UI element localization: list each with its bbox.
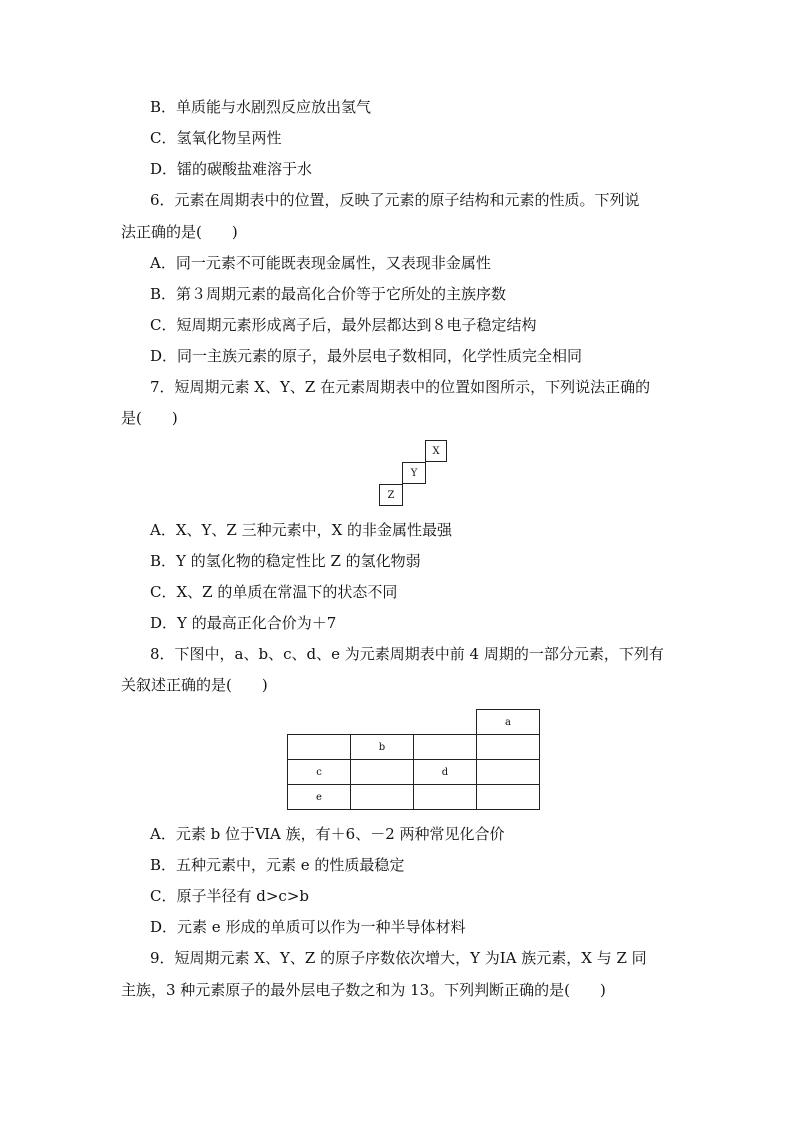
q7-option-d: D．Y 的最高正化合价为＋7 bbox=[150, 614, 337, 632]
q6-option-a: A．同一元素不可能既表现金属性，又表现非金属性 bbox=[150, 254, 491, 272]
q9-stem-line2: 主族，3 种元素原子的最外层电子数之和为 13。下列判断正确的是( ) bbox=[121, 981, 606, 999]
cell-d: d bbox=[414, 760, 477, 785]
cell-b: b bbox=[351, 735, 414, 760]
q7-stem-line2: 是( ) bbox=[121, 409, 178, 427]
cell-y: Y bbox=[402, 462, 426, 484]
q8-periodic-table-fragment bbox=[287, 709, 540, 810]
q7-stem-line1: 7．短周期元素 X、Y、Z 在元素周期表中的位置如图所示，下列说法正确的 bbox=[150, 378, 651, 396]
cell-c: c bbox=[288, 760, 351, 785]
q5-option-d: D．镭的碳酸盐难溶于水 bbox=[150, 160, 313, 178]
q9-stem-line1: 9．短周期元素 X、Y、Z 的原子序数依次增大，Y 为ⅠA 族元素，X 与 Z 同 bbox=[150, 949, 647, 967]
q6-option-b: B．第３周期元素的最高化合价等于它所处的主族序数 bbox=[150, 285, 507, 303]
q5-option-c: C．氢氧化物呈两性 bbox=[150, 129, 282, 147]
q8-stem-line1: 8．下图中，a、b、c、d、e 为元素周期表中前 4 周期的一部分元素，下列有 bbox=[150, 645, 664, 663]
q8-option-b: B．五种元素中，元素 e 的性质最稳定 bbox=[150, 856, 405, 874]
q7-option-c: C．X、Z 的单质在常温下的状态不同 bbox=[150, 583, 398, 601]
q8-option-d: D．元素 e 形成的单质可以作为一种半导体材料 bbox=[150, 918, 466, 936]
q5-option-b: B．单质能与水剧烈反应放出氢气 bbox=[150, 98, 372, 116]
q8-option-c: C．原子半径有 d>c>b bbox=[150, 887, 309, 905]
q8-option-a: A．元素 b 位于ⅥA 族，有＋6、－2 两种常见化合价 bbox=[150, 825, 505, 843]
q6-stem-line1: 6．元素在周期表中的位置，反映了元素的原子结构和元素的性质。下列说 bbox=[150, 191, 640, 209]
q7-option-b: B．Y 的氢化物的稳定性比 Z 的氢化物弱 bbox=[150, 552, 421, 570]
q6-stem-line2: 法正确的是( ) bbox=[121, 223, 238, 241]
cell-e: e bbox=[288, 785, 351, 810]
q6-option-c: C．短周期元素形成离子后，最外层都达到８电子稳定结构 bbox=[150, 316, 537, 334]
cell-x: X bbox=[425, 440, 447, 462]
cell-a: a bbox=[477, 710, 540, 735]
q6-option-d: D．同一主族元素的原子，最外层电子数相同，化学性质完全相同 bbox=[150, 347, 583, 365]
cell-z: Z bbox=[379, 484, 403, 506]
q7-option-a: A．X、Y、Z 三种元素中，X 的非金属性最强 bbox=[150, 521, 453, 539]
q8-stem-line2: 关叙述正确的是( ) bbox=[121, 676, 268, 694]
